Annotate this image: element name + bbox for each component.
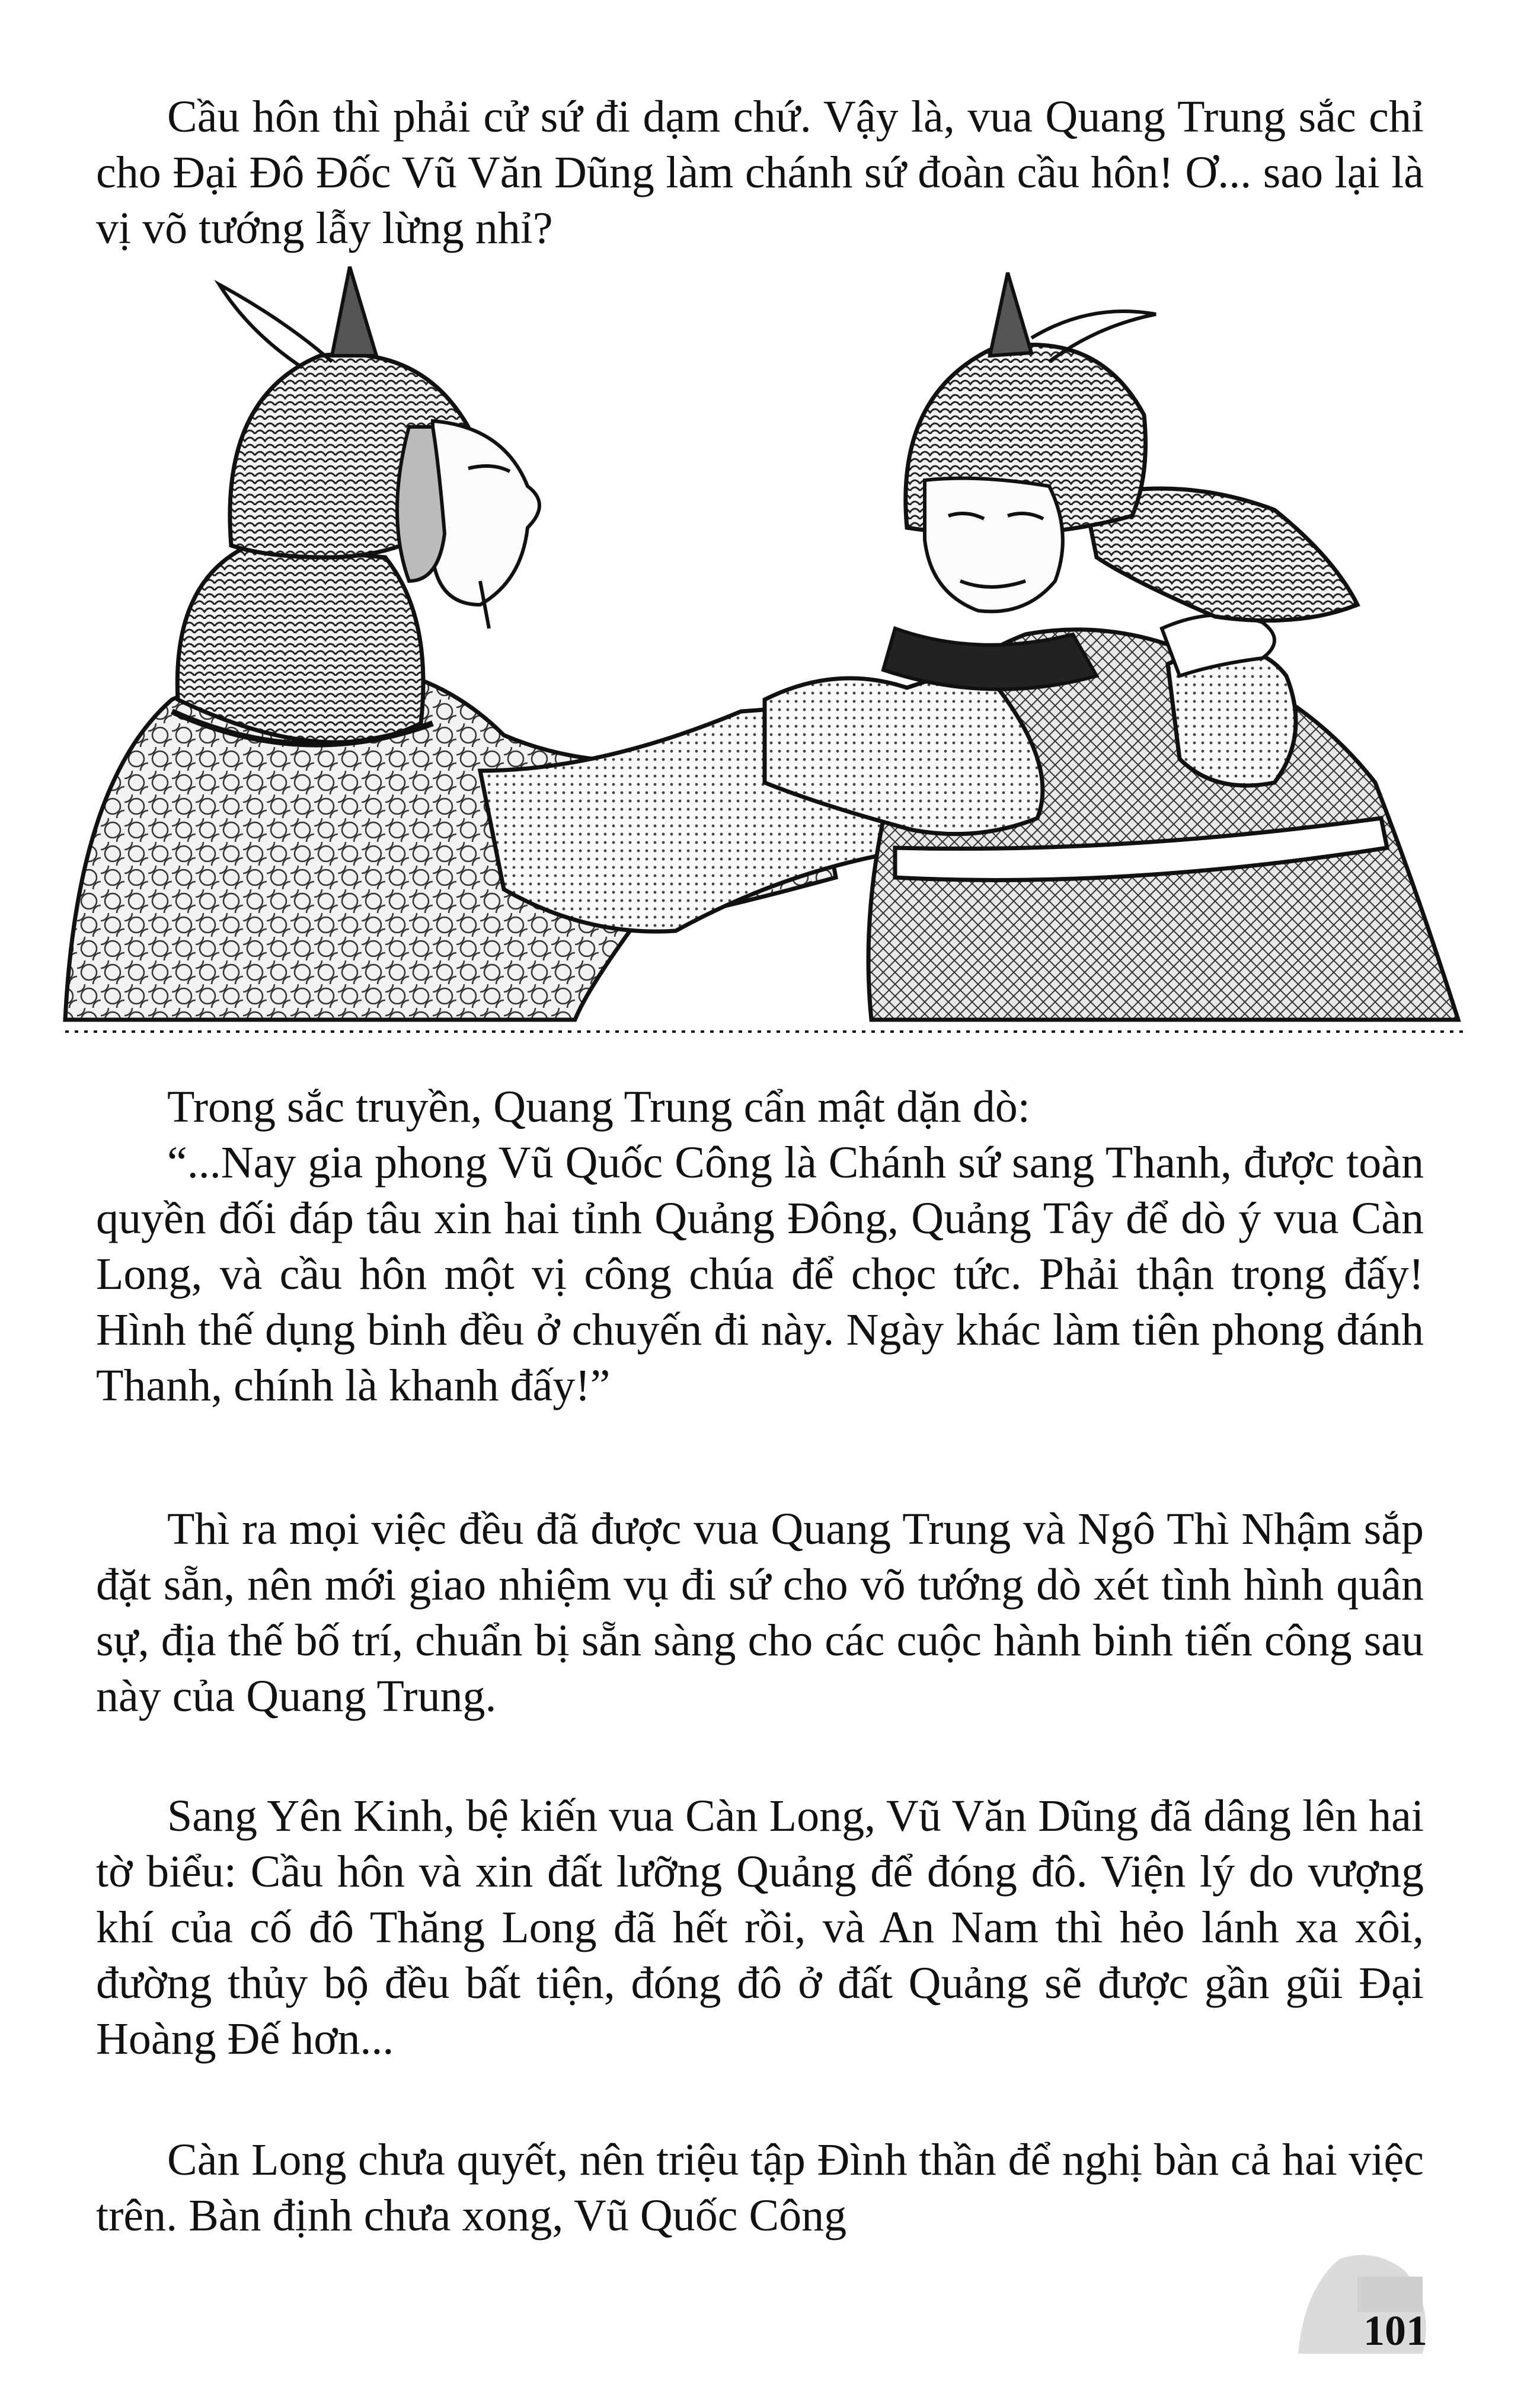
paragraph-2: Trong sắc truyền, Quang Trung cẩn mật dặn dò: [167, 1082, 1030, 1132]
paragraph-1: Cầu hôn thì phải cử sứ đi dạm chứ. Vậy là, vua Quang Trung sắc chỉ cho Đại Đô Đốc Vũ Văn Dũng làm chánh sứ đoàn cầu hôn! Ơ... sao lại là vị võ tướng lẫy lừng nhỉ? [96, 92, 1424, 253]
paragraph-5: Sang Yên Kinh, bệ kiến vua Càn Long, Vũ Văn Dũng đã dâng lên hai tờ biểu: Cầu hôn và xin đất lưỡng Quảng để đóng đô. Viện lý do vượng khí của cố đô Thăng Long đã hết rồi, và An Nam thì hẻo lánh xa xôi, đường thủy bộ đều bất tiện, đóng đô ở đất Quảng sẽ được gần gũi Đại Hoàng Đế hơn... [96, 1791, 1424, 2064]
paragraph-4: Thì ra mọi việc đều đã được vua Quang Trung và Ngô Thì Nhậm sắp đặt sẵn, nên mới giao nhiệm vụ đi sứ cho võ tướng dò xét tình hình quân sự, địa thế bố trí, chuẩn bị sẵn sàng cho các cuộc hành binh tiến công sau này của Quang Trung. [96, 1504, 1424, 1721]
page-number: 101 [1363, 2307, 1427, 2354]
paragraph-6: Càn Long chưa quyết, nên triệu tập Đình thần để nghị bàn cả hai việc trên. Bàn định chưa xong, Vũ Quốc Công [96, 2135, 1424, 2240]
paragraph-3-quote: “...Nay gia phong Vũ Quốc Công là Chánh sứ sang Thanh, được toàn quyền đối đáp tâu xin hai tỉnh Quảng Đông, Quảng Tây để dò ý vua Càn Long, và cầu hôn một vị công chúa để chọc tức. Phải thận trọng đấy! Hình thế dụng binh đều ở chuyến đi này. Ngày khác làm tiên phong đánh Thanh, chính là khanh đấy!” [96, 1138, 1424, 1410]
illustration-two-generals [53, 249, 1488, 1043]
